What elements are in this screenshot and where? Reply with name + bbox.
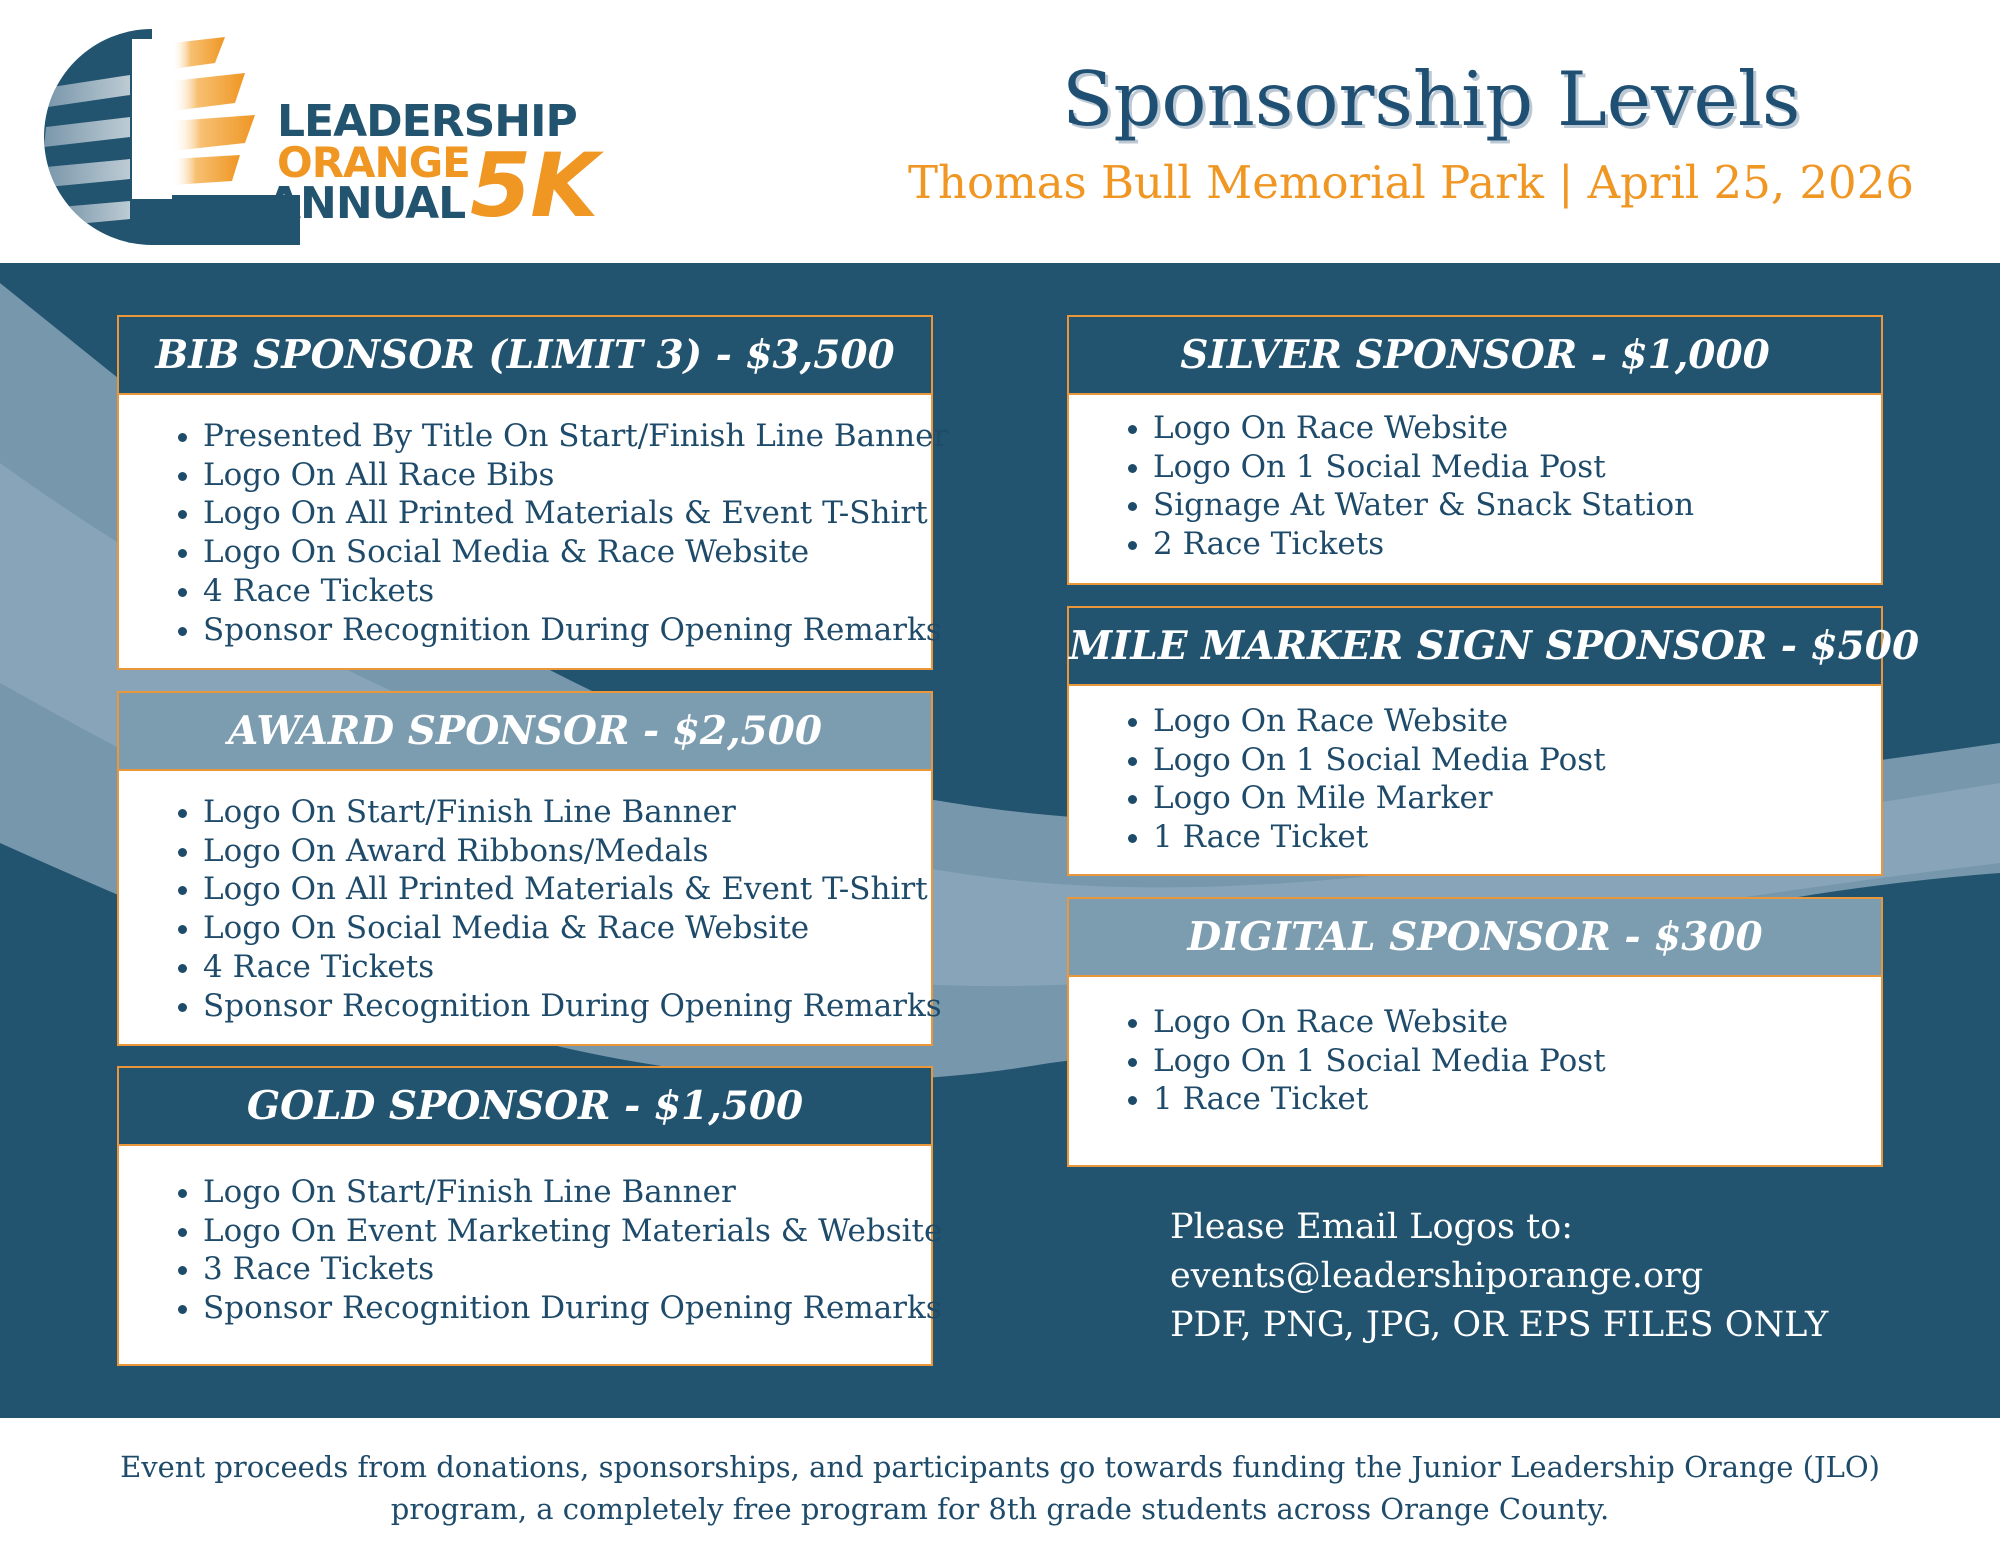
list-item: • Logo On Event Marketing Materials & Website xyxy=(203,1212,931,1251)
logo-leadership-text: LEADERSHIP xyxy=(277,96,577,147)
list-item: • Presented By Title On Start/Finish Line Banner xyxy=(203,417,931,456)
list-item: • Logo On Social Media & Race Website xyxy=(203,909,931,948)
page-title: Sponsorship Levels xyxy=(1062,55,1801,143)
bib-sponsor-card xyxy=(117,315,949,670)
logo-5k-text: 5K xyxy=(470,134,598,237)
list-item: • 4 Race Tickets xyxy=(203,948,931,987)
card-title: AWARD SPONSOR - $2,500 xyxy=(119,693,931,771)
card-title: DIGITAL SPONSOR - $300 xyxy=(1069,899,1881,977)
digital-sponsor-card xyxy=(1067,897,1883,1167)
list-item: • Signage At Water & Snack Station xyxy=(1153,486,1881,525)
list-item: • 1 Race Ticket xyxy=(1153,1080,1881,1119)
list-item: • Logo On Race Website xyxy=(1153,702,1881,741)
list-item: • Logo On All Printed Materials & Event T-Shirt xyxy=(203,870,931,909)
list-item: • Logo On 1 Social Media Post xyxy=(1153,1042,1881,1081)
contact-email-link[interactable]: events@leadershiporange.org xyxy=(1170,1256,1704,1296)
list-item: • 4 Race Tickets xyxy=(203,572,931,611)
file-format-note: PDF, PNG, JPG, OR EPS FILES ONLY xyxy=(1170,1305,1829,1345)
list-item: • Sponsor Recognition During Opening Remarks xyxy=(203,611,931,650)
page-subtitle: Thomas Bull Memorial Park | April 25, 2026 xyxy=(908,156,1914,209)
logo-orange-text: ORANGE xyxy=(277,138,470,187)
gold-sponsor-card xyxy=(117,1066,943,1366)
logo-annual-text: ANNUAL xyxy=(267,178,466,229)
list-item: • Logo On Award Ribbons/Medals xyxy=(203,832,931,871)
contact-heading: Please Email Logos to: xyxy=(1170,1207,1574,1247)
list-item: • Logo On Race Website xyxy=(1153,1003,1881,1042)
benefit-list xyxy=(119,771,942,1025)
list-item: • Logo On 1 Social Media Post xyxy=(1153,741,1881,780)
footer xyxy=(0,1418,2000,1545)
list-item: • Sponsor Recognition During Opening Remarks xyxy=(203,987,931,1026)
card-title: BIB SPONSOR (LIMIT 3) - $3,500 xyxy=(119,317,931,395)
benefit-list xyxy=(119,395,949,649)
card-title: MILE MARKER SIGN SPONSOR - $500 xyxy=(1069,608,1881,686)
card-title: GOLD SPONSOR - $1,500 xyxy=(119,1068,931,1146)
list-item: • 1 Race Ticket xyxy=(1153,818,1881,857)
card-title: SILVER SPONSOR - $1,000 xyxy=(1069,317,1881,395)
silver-sponsor-card xyxy=(1067,315,1883,585)
benefit-list xyxy=(1069,977,1881,1119)
list-item: • Logo On All Race Bibs xyxy=(203,456,931,495)
list-item: • Logo On Start/Finish Line Banner xyxy=(203,793,931,832)
footer-note: Event proceeds from donations, sponsorships, and participants go towards funding the Junior Leadership Orange (JLO) program, a completely free program for 8th grade students across Orange County. xyxy=(120,1450,1880,1526)
benefit-list xyxy=(1069,686,1881,857)
logo-submission-info xyxy=(1170,1203,1828,1350)
leadership-orange-5k-logo xyxy=(40,25,600,250)
list-item: • Logo On All Printed Materials & Event T-Shirt xyxy=(203,494,931,533)
list-item: • Logo On Race Website xyxy=(1153,409,1881,448)
benefit-list xyxy=(119,1146,943,1328)
list-item: • Logo On Start/Finish Line Banner xyxy=(203,1173,931,1212)
list-item: • Logo On Mile Marker xyxy=(1153,779,1881,818)
header xyxy=(0,0,2000,263)
sponsorship-panel xyxy=(0,263,2000,1418)
mile-marker-sponsor-card xyxy=(1067,606,1920,876)
benefit-list xyxy=(1069,395,1881,564)
list-item: • Logo On Social Media & Race Website xyxy=(203,533,931,572)
list-item: • 2 Race Tickets xyxy=(1153,525,1881,564)
list-item: • Sponsor Recognition During Opening Remarks xyxy=(203,1289,931,1328)
list-item: • 3 Race Tickets xyxy=(203,1250,931,1289)
list-item: • Logo On 1 Social Media Post xyxy=(1153,448,1881,487)
award-sponsor-card xyxy=(117,691,942,1046)
